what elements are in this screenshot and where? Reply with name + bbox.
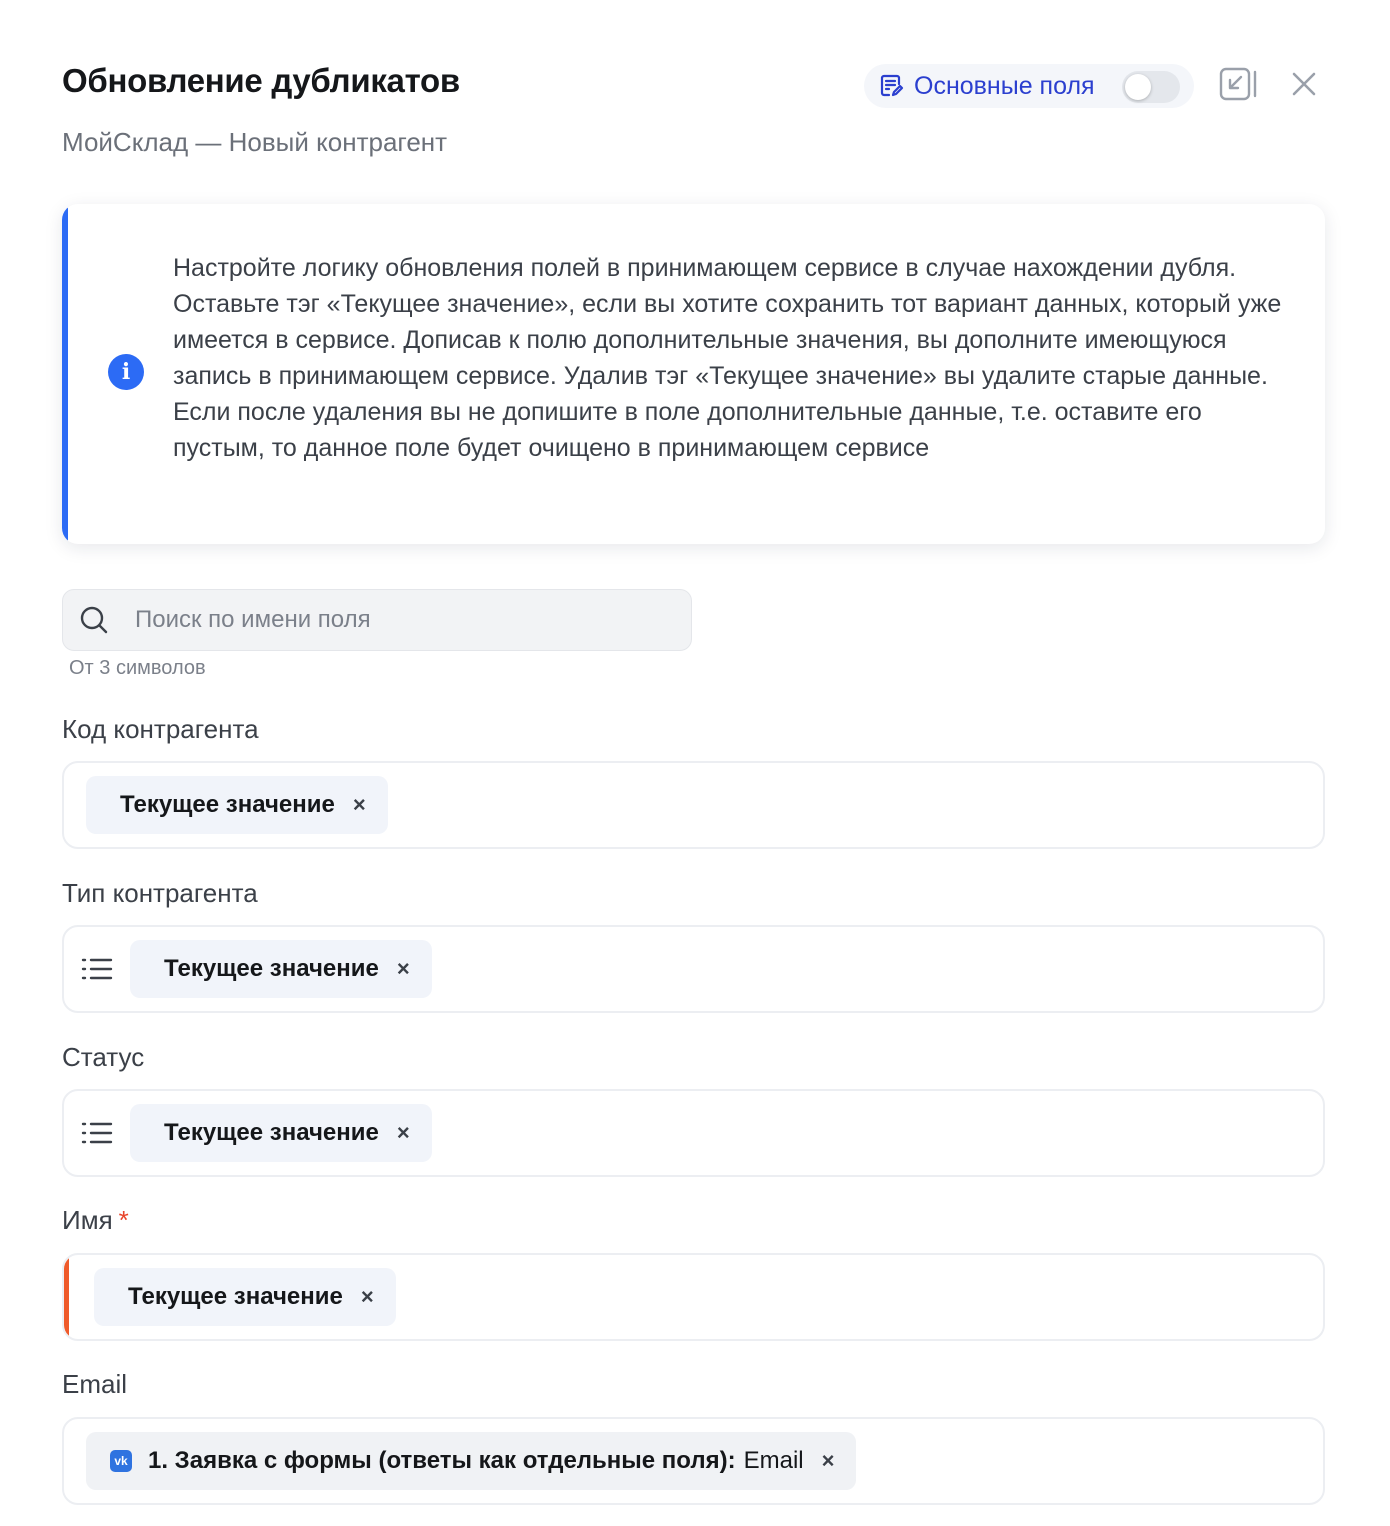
info-accent-bar xyxy=(62,204,68,544)
field-label-status: Статус xyxy=(62,1042,145,1072)
form-edit-icon xyxy=(878,72,906,100)
chip-remove-icon[interactable]: × xyxy=(360,1284,374,1309)
field-label-code: Код контрагента xyxy=(62,714,259,744)
chip-label: Текущее значение xyxy=(120,791,335,818)
list-icon[interactable] xyxy=(80,1118,114,1148)
chip-label: Текущее значение xyxy=(164,1119,379,1146)
chip-remove-icon[interactable]: × xyxy=(821,1448,835,1473)
info-icon: i xyxy=(108,354,144,390)
collapse-arrow-icon xyxy=(1218,66,1258,107)
field-status[interactable] xyxy=(62,1089,1325,1177)
chip-source: 1. Заявка с формы (ответы как отдельные поля): xyxy=(148,1447,736,1474)
search-input[interactable] xyxy=(135,606,655,634)
field-label-type: Тип контрагента xyxy=(62,878,258,908)
field-label-name xyxy=(62,1205,129,1236)
close-icon xyxy=(1291,71,1317,102)
mapped-value-chip[interactable] xyxy=(86,1432,856,1490)
field-search[interactable] xyxy=(62,589,692,651)
page-title: Обновление дубликатов xyxy=(62,62,460,99)
field-code[interactable] xyxy=(62,761,1325,849)
current-value-chip[interactable] xyxy=(86,776,388,834)
field-label-name-text: Имя xyxy=(62,1205,113,1235)
info-callout xyxy=(62,204,1325,544)
chip-remove-icon[interactable]: × xyxy=(352,792,366,817)
main-fields-label: Основные поля xyxy=(914,71,1095,100)
field-email[interactable] xyxy=(62,1417,1325,1505)
current-value-chip[interactable] xyxy=(130,1104,432,1162)
page-subtitle: МойСклад — Новый контрагент xyxy=(62,127,448,157)
chip-value: Email xyxy=(743,1447,804,1474)
switch-knob xyxy=(1125,74,1151,100)
required-mark: * xyxy=(118,1205,129,1235)
search-hint: От 3 символов xyxy=(69,657,206,679)
list-icon[interactable] xyxy=(80,954,114,984)
main-fields-toggle[interactable] xyxy=(864,64,1194,108)
collapse-button[interactable] xyxy=(1216,66,1260,106)
info-text: Настройте логику обновления полей в принимающем сервисе в случае нахождении дубля. Оставьте тэг «Текущее значение», если вы хотите сохранить тот вариант данных, который уже имеется в сервисе. Дописав к полю дополнительные значения, вы дополните имеющуюся запись в принимающем сервисе. Удалив тэг «Текущее значение» вы удалите старые данные. Если после удаления вы не допишите в поле дополнительные данные, т.е. оставите его пустым, то данное поле будет очищено в принимающем сервисе xyxy=(173,254,1282,462)
field-label-email: Email xyxy=(62,1369,128,1399)
chip-label: Текущее значение xyxy=(128,1283,343,1310)
chip-remove-icon[interactable]: × xyxy=(396,1120,410,1145)
close-button[interactable] xyxy=(1282,66,1326,106)
vk-logo-icon: vk xyxy=(110,1450,132,1472)
current-value-chip[interactable] xyxy=(130,940,432,998)
field-name[interactable] xyxy=(62,1253,1325,1341)
search-icon xyxy=(79,605,109,635)
field-type[interactable] xyxy=(62,925,1325,1013)
chip-remove-icon[interactable]: × xyxy=(396,956,410,981)
main-fields-switch[interactable] xyxy=(1122,71,1180,103)
chip-label: Текущее значение xyxy=(164,955,379,982)
current-value-chip[interactable] xyxy=(94,1268,396,1326)
